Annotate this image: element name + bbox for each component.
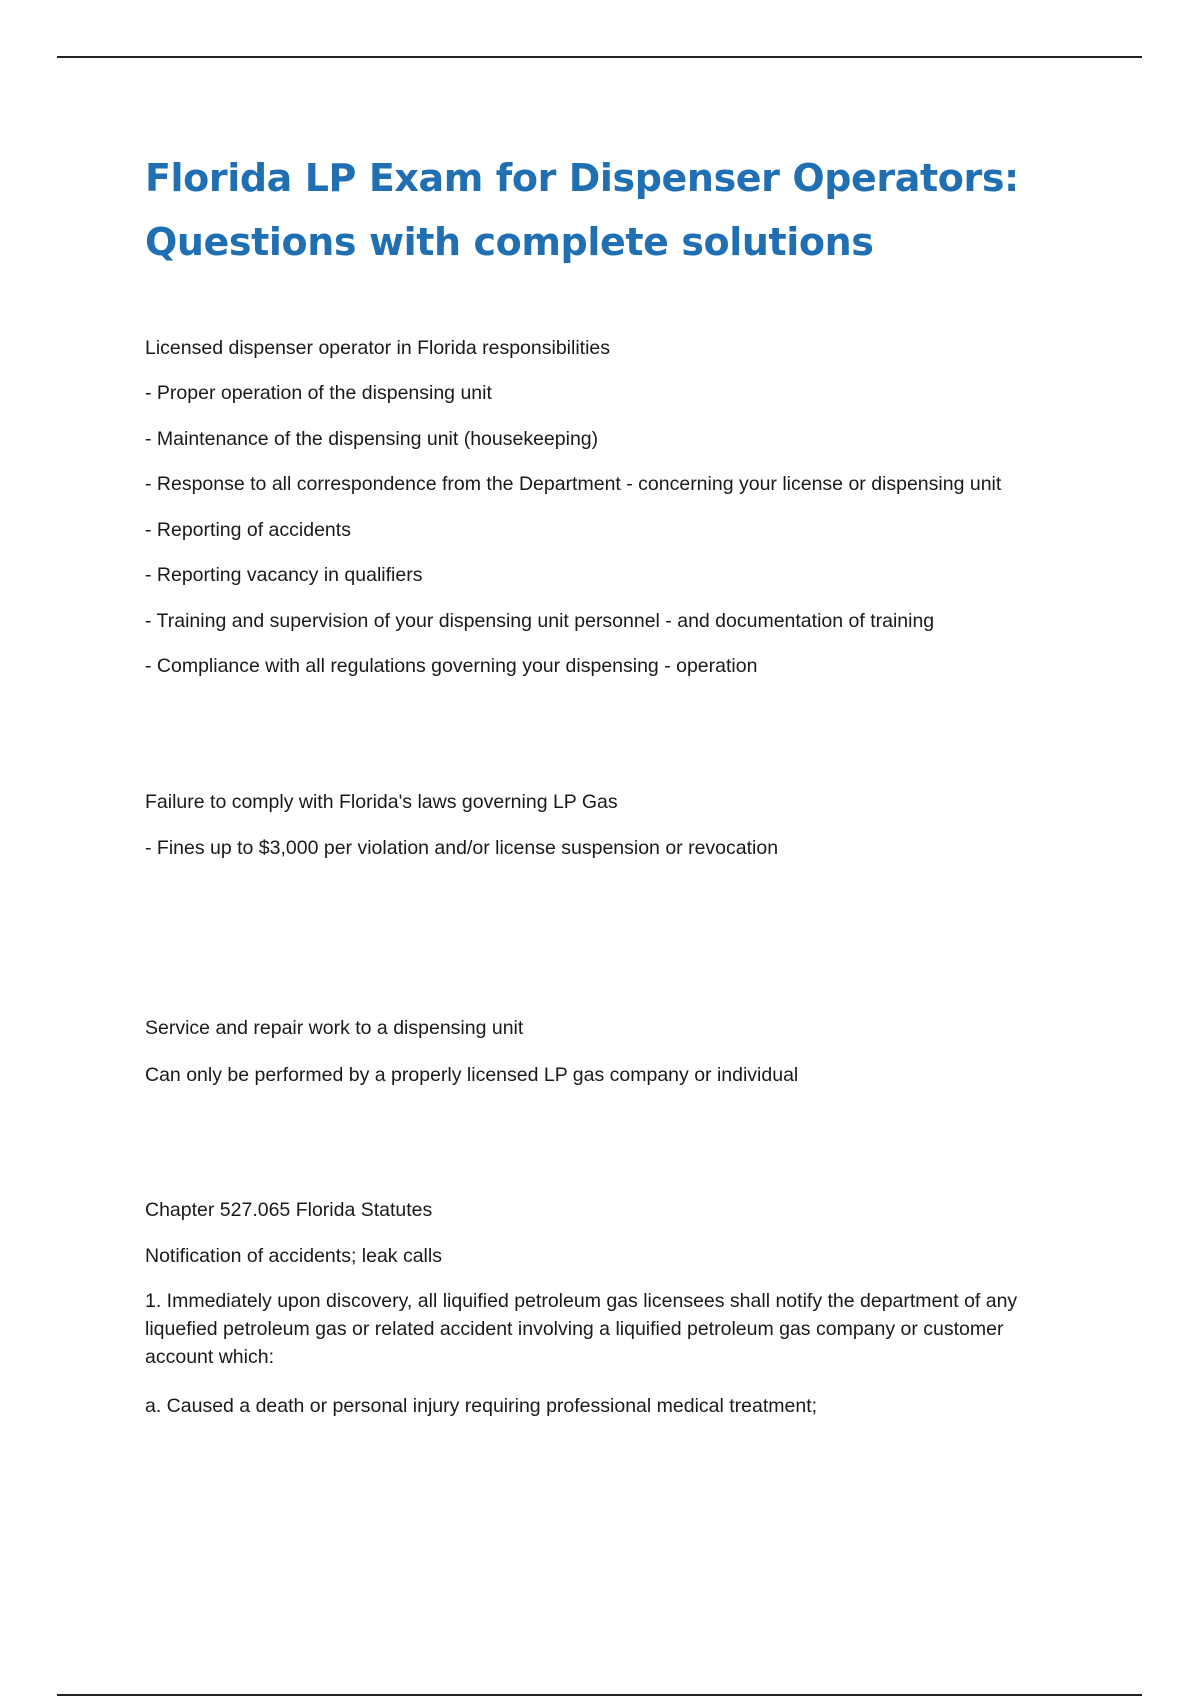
service-answer: Can only be performed by a properly licensed LP gas company or individual [145, 1064, 799, 1086]
responsibility-item: - Training and supervision of your dispensing unit personnel - and documentation of training [145, 610, 935, 632]
responsibility-item: - Proper operation of the dispensing unit [145, 382, 492, 404]
responsibilities-heading: Licensed dispenser operator in Florida responsibilities [145, 337, 611, 359]
failure-heading: Failure to comply with Florida's laws governing LP Gas [145, 791, 618, 813]
top-rule [57, 56, 1142, 58]
bottom-rule [57, 1694, 1142, 1696]
service-heading: Service and repair work to a dispensing unit [145, 1017, 524, 1039]
statute-paragraph-1: 1. Immediately upon discovery, all liquified petroleum gas licensees shall notify the department of any liquefied petroleum gas or related accident involving a liquified petroleum gas company or customer account which: [145, 1290, 1018, 1368]
failure-answer: - Fines up to $3,000 per violation and/or license suspension or revocation [145, 837, 779, 859]
statute-heading: Chapter 527.065 Florida Statutes [145, 1199, 433, 1221]
title-line-1: Florida LP Exam for Dispenser Operators: [145, 156, 1019, 200]
statute-paragraph-2: a. Caused a death or personal injury requiring professional medical treatment; [145, 1395, 818, 1417]
responsibility-item: - Reporting vacancy in qualifiers [145, 564, 423, 586]
responsibility-item: - Reporting of accidents [145, 519, 351, 541]
title-line-2: Questions with complete solutions [145, 220, 874, 264]
responsibility-item: - Maintenance of the dispensing unit (housekeeping) [145, 428, 599, 450]
responsibility-item: - Compliance with all regulations governing your dispensing - operation [145, 655, 758, 677]
responsibility-item: - Response to all correspondence from the Department - concerning your license or dispensing unit [145, 473, 1002, 495]
document-title [145, 146, 1105, 274]
statute-subheading: Notification of accidents; leak calls [145, 1245, 442, 1267]
